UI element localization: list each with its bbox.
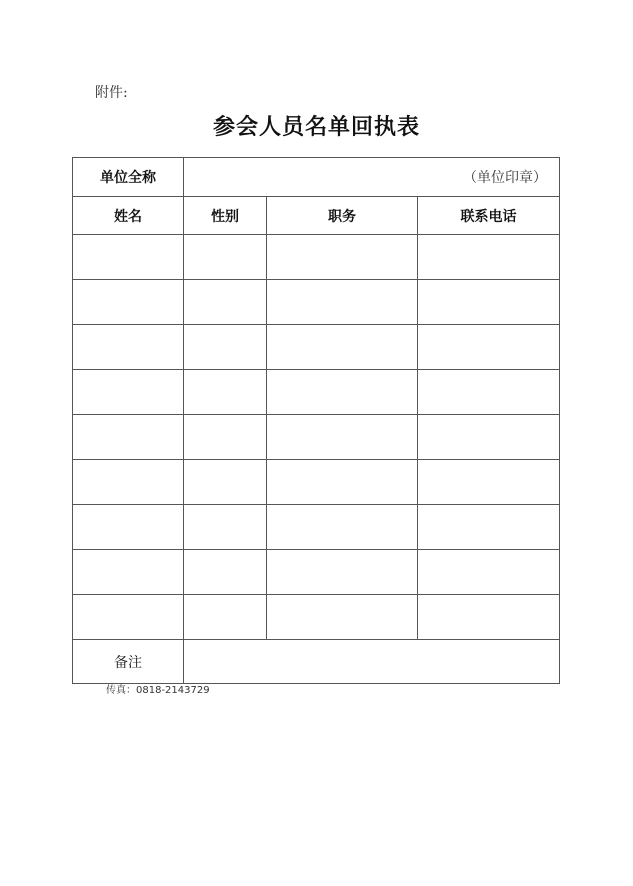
unit-name-label: 单位全称 xyxy=(73,158,184,197)
phone-cell[interactable] xyxy=(418,415,560,460)
name-cell[interactable] xyxy=(73,370,184,415)
note-cell[interactable] xyxy=(184,640,560,684)
phone-cell[interactable] xyxy=(418,595,560,640)
name-cell[interactable] xyxy=(73,235,184,280)
col-header-name: 姓名 xyxy=(73,197,184,235)
position-cell[interactable] xyxy=(267,415,418,460)
table-row xyxy=(73,370,560,415)
table-row xyxy=(73,280,560,325)
attachment-label: 附件: xyxy=(95,85,128,101)
name-cell[interactable] xyxy=(73,280,184,325)
name-cell[interactable] xyxy=(73,550,184,595)
gender-cell[interactable] xyxy=(184,370,267,415)
position-cell[interactable] xyxy=(267,505,418,550)
page-title: 参会人员名单回执表 xyxy=(212,115,420,140)
table-row xyxy=(73,550,560,595)
phone-cell[interactable] xyxy=(418,235,560,280)
position-cell[interactable] xyxy=(267,460,418,505)
gender-cell[interactable] xyxy=(184,505,267,550)
name-cell[interactable] xyxy=(73,325,184,370)
name-cell[interactable] xyxy=(73,415,184,460)
phone-cell[interactable] xyxy=(418,550,560,595)
gender-cell[interactable] xyxy=(184,460,267,505)
attendee-form-table xyxy=(72,157,560,684)
table-row xyxy=(73,595,560,640)
col-header-gender: 性别 xyxy=(184,197,267,235)
phone-cell[interactable] xyxy=(418,325,560,370)
table-row xyxy=(73,325,560,370)
gender-cell[interactable] xyxy=(184,415,267,460)
phone-cell[interactable] xyxy=(418,505,560,550)
gender-cell[interactable] xyxy=(184,550,267,595)
phone-cell[interactable] xyxy=(418,280,560,325)
position-cell[interactable] xyxy=(267,550,418,595)
col-header-position: 职务 xyxy=(267,197,418,235)
name-cell[interactable] xyxy=(73,505,184,550)
table-row xyxy=(73,505,560,550)
gender-cell[interactable] xyxy=(184,325,267,370)
name-cell[interactable] xyxy=(73,460,184,505)
position-cell[interactable] xyxy=(267,280,418,325)
note-label: 备注 xyxy=(73,640,184,684)
header-row xyxy=(73,197,560,235)
gender-cell[interactable] xyxy=(184,280,267,325)
col-header-phone: 联系电话 xyxy=(418,197,560,235)
table-row xyxy=(73,415,560,460)
position-cell[interactable] xyxy=(267,235,418,280)
unit-seal-cell[interactable]: （单位印章） xyxy=(184,158,560,197)
fax-number: 传真：0818-2143729 xyxy=(106,685,210,696)
note-row xyxy=(73,640,560,684)
position-cell[interactable] xyxy=(267,370,418,415)
gender-cell[interactable] xyxy=(184,595,267,640)
table-row xyxy=(73,460,560,505)
table-row xyxy=(73,235,560,280)
gender-cell[interactable] xyxy=(184,235,267,280)
position-cell[interactable] xyxy=(267,595,418,640)
phone-cell[interactable] xyxy=(418,460,560,505)
position-cell[interactable] xyxy=(267,325,418,370)
name-cell[interactable] xyxy=(73,595,184,640)
unit-row xyxy=(73,158,560,197)
phone-cell[interactable] xyxy=(418,370,560,415)
